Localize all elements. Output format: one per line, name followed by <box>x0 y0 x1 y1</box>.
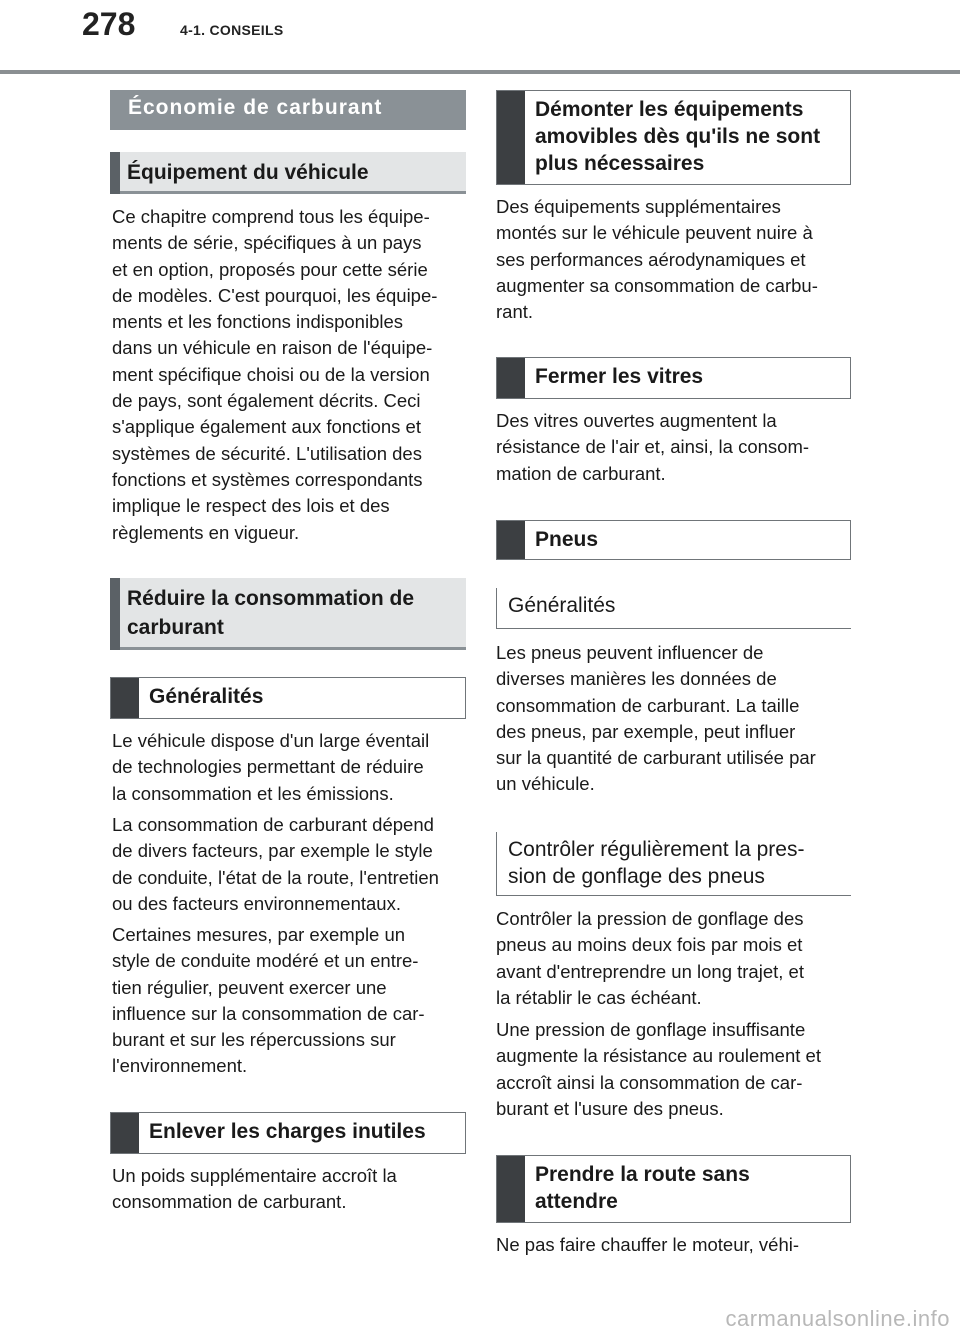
section-label: 4-1. CONSEILS <box>180 22 284 38</box>
paragraph-general-3: Certaines mesures, par exemple un style de conduite modéré et un entre- tien régulier, peuvent exercer une influence sur la consommation de car- burant et sur les répercussions sur l'environnement. <box>112 924 425 1077</box>
chapter-title: Économie de carburant <box>110 90 466 130</box>
watermark[interactable]: carmanualsonline.info <box>725 1306 950 1331</box>
heading-tires: Pneus <box>496 520 851 560</box>
heading-remove-loads: Enlever les charges inutiles <box>110 1112 466 1154</box>
paragraph-close-windows: Des vitres ouvertes augmentent la résistance de l'air et, ainsi, la consom- mation de carburant. <box>496 410 810 484</box>
heading-drive-immediately: Prendre la route sans attendre <box>496 1155 851 1223</box>
paragraph-drive-immediately: Ne pas faire chauffer le moteur, véhi- <box>496 1234 800 1255</box>
paragraph-tires-general: Les pneus peuvent influencer de diverses manières les données de consommation de carburant. La taille des pneus, par exemple, peut influer sur la quantité de carburant utilisée par un véhicule. <box>496 642 816 795</box>
heading-tires-general: Généralités <box>496 588 851 629</box>
heading-reduce-consumption: Réduire la consommation de carburant <box>110 578 466 650</box>
heading-remove-equipment: Démonter les équipements amovibles dès qu'ils ne sont plus nécessaires <box>496 90 851 185</box>
paragraph-general-2: La consommation de carburant dépend de divers facteurs, par exemple le style de conduite, l'état de la route, l'entretien ou des facteurs environnementaux. <box>112 814 439 914</box>
heading-equipment: Équipement du véhicule <box>110 152 466 194</box>
heading-general: Généralités <box>110 677 466 719</box>
page-number: 278 <box>82 6 136 42</box>
header-rule <box>0 70 960 74</box>
heading-close-windows: Fermer les vitres <box>496 357 851 399</box>
paragraph-check-pressure-2: Une pression de gonflage insuffisante augmente la résistance au roulement et accroît ainsi la consommation de car- burant et l'usure des pneus. <box>496 1019 821 1119</box>
heading-check-pressure: Contrôler régulièrement la pres- sion de gonflage des pneus <box>496 832 851 896</box>
paragraph-general-1: Le véhicule dispose d'un large éventail de technologies permettant de réduire la consommation et les émissions. <box>112 730 430 804</box>
paragraph-remove-loads: Un poids supplémentaire accroît la consommation de carburant. <box>112 1165 397 1213</box>
paragraph-remove-equipment: Des équipements supplémentaires montés sur le véhicule peuvent nuire à ses performances aérodynamiques et augmenter sa consommation de carbu- rant. <box>496 196 818 323</box>
paragraph-equipment: Ce chapitre comprend tous les équipe- ments de série, spécifiques à un pays et en option, proposés pour cette série de modèles. C'est pourquoi, les équipe- ments et les fonctions indisponibles dans un véhicule en raison de l'équipe- ment spécifique choisi ou de la version de pays, sont également décrits. Ceci s'applique également aux fonctions et systèmes de sécurité. L'utilisation des fonctions et systèmes correspondants implique le respect des lois et des règlements en vigueur. <box>112 206 438 543</box>
paragraph-check-pressure-1: Contrôler la pression de gonflage des pneus au moins deux fois par mois et avant d'entreprendre un long trajet, et la rétablir le cas échéant. <box>496 908 804 1008</box>
